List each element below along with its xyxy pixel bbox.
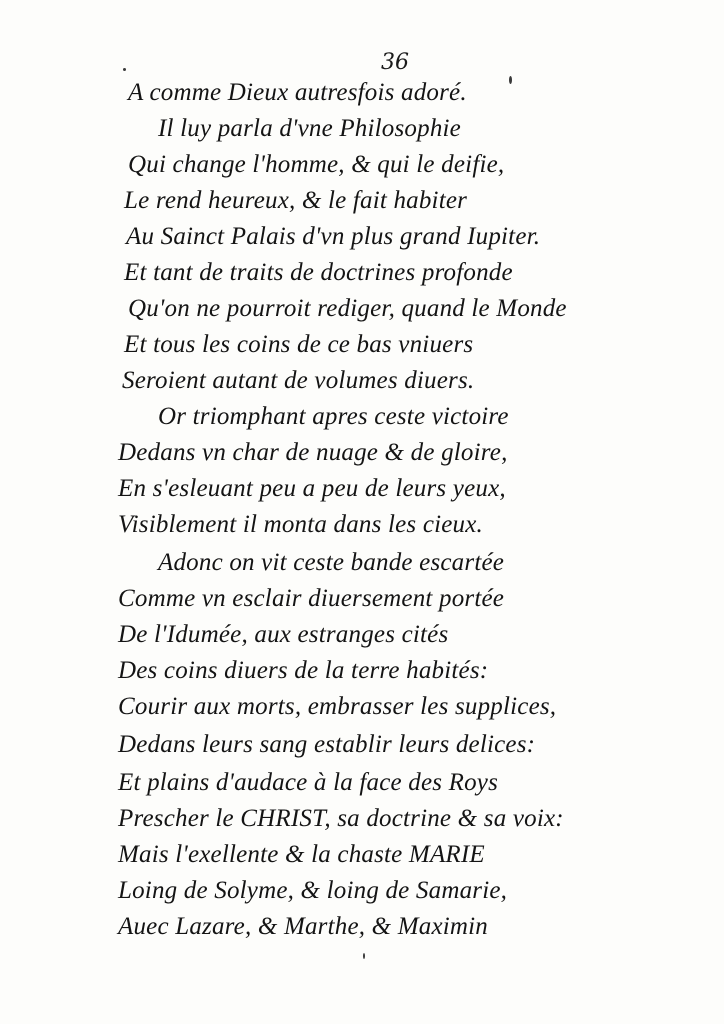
verse-line: Qu'on ne pourroit rediger, quand le Monde (128, 295, 567, 322)
verse-line: Et tant de traits de doctrines profonde (124, 259, 513, 286)
verse-line: Des coins diuers de la terre habités: (118, 657, 489, 684)
verse-line: De l'Idumée, aux estranges cités (118, 621, 449, 648)
verse-line: Adonc on vit ceste bande escartée (158, 549, 505, 576)
verse-line: Le rend heureux, & le fait habiter (124, 187, 468, 214)
verse-line: Comme vn esclair diuersement portée (118, 585, 505, 612)
verse-line: Seroient autant de volumes diuers. (122, 367, 475, 394)
ink-speck (123, 68, 126, 71)
verse-line: Visiblement il monta dans les cieux. (118, 511, 484, 538)
verse-line: Dedans vn char de nuage & de gloire, (118, 439, 508, 466)
verse-line: Mais l'exellente & la chaste MARIE (118, 841, 485, 868)
verse-line: Au Sainct Palais d'vn plus grand Iupiter. (126, 223, 541, 250)
verse-line: Qui change l'homme, & qui le deifie, (128, 151, 505, 178)
verse-line: Prescher le CHRIST, sa doctrine & sa voix: (118, 805, 564, 832)
verse-line: Loing de Solyme, & loing de Samarie, (118, 877, 508, 904)
verse-line: Et plains d'audace à la face des Roys (118, 769, 499, 796)
page-number: 36 (381, 50, 409, 75)
verse-line: En s'esleuant peu a peu de leurs yeux, (118, 475, 506, 502)
ink-speck (509, 76, 512, 84)
verse-line: A comme Dieux autresfois adoré. (128, 79, 467, 106)
verse-line: Et tous les coins de ce bas vniuers (124, 331, 474, 358)
verse-line: Courir aux morts, embrasser les supplices, (118, 693, 557, 720)
verse-line: Dedans leurs sang establir leurs delices: (118, 731, 536, 758)
ink-speck (363, 953, 365, 959)
verse-line: Auec Lazare, & Marthe, & Maximin (118, 913, 488, 940)
verse-line: Or triomphant apres ceste victoire (158, 403, 509, 430)
verse-line: Il luy parla d'vne Philosophie (158, 115, 461, 142)
